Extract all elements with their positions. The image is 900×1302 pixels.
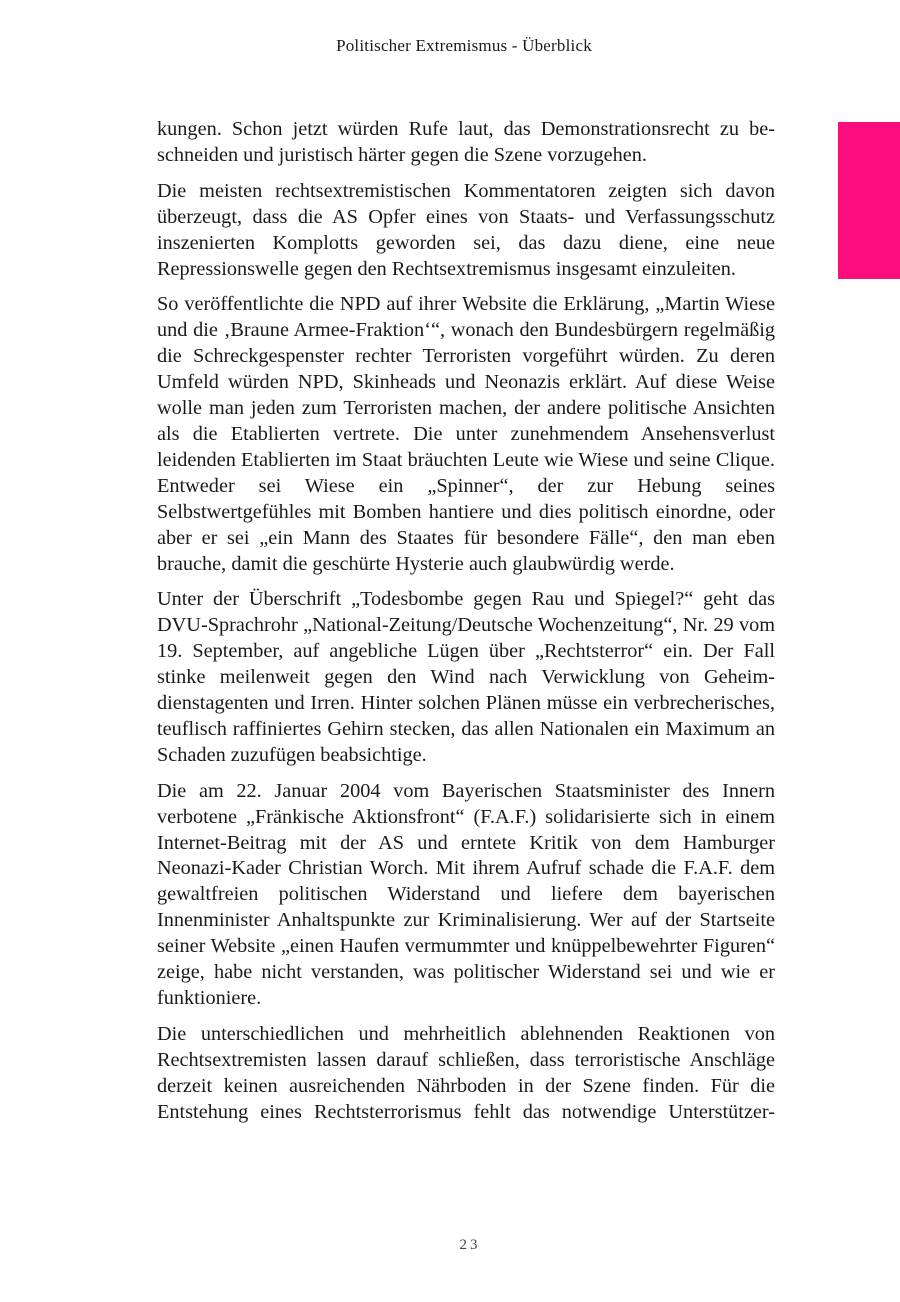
paragraph: Die am 22. Januar 2004 vom Bayerischen Staatsminister des Innern verbotene „Fränkische Aktionsfront“ (F.A.F.) solidarisierte sich in einem Internet-Beitrag mit der AS und erntete Kritik von dem Hamburger Neonazi-Kader Christian Worch. Mit ihrem Aufruf schade die F.A.F. dem gewaltfreien politischen Widerstand und liefere dem bayerischen Innenminister Anhaltspunkte zur Kriminalisierung. Wer auf der Startseite seiner Website „einen Haufen vermummter und knüppelbewehrter Figuren“ zeige, habe nicht verstanden, was politischer Widerstand sei und wie er funktioniere. [157,779,775,1009]
paragraph: Unter der Überschrift „Todesbombe gegen Rau und Spiegel?“ geht das DVU-Sprachrohr „National-Zeitung/Deutsche Wochenzeitung“, Nr. 29 vom 19. September, auf angebliche Lügen über „Rechtsterror“ ein. Der Fall stinke meilenweit gegen den Wind nach Verwicklung von Geheimdienstagenten und Irren. Hinter solchen Plänen müsse ein verbrecherisches, teuflisch raffiniertes Gehirn stecken, das allen Nationalen ein Maximum an Schaden zuzufügen beabsichtige. [157,588,775,766]
body-text [157,117,775,1136]
paragraph: So veröffentlichte die NPD auf ihrer Website die Erklärung, „Martin Wiese und die ‚Braune Armee-Fraktion‘“, wonach den Bundesbürgern regelmäßig die Schreckgespenster rechter Terroristen vorgeführt würden. Zu deren Umfeld würden NPD, Skinheads und Neonazis erklärt. Auf diese Weise wolle man jeden zum Terroristen machen, der andere politische Ansichten als die Etablierten vertrete. Die unter zunehmendem Ansehensverlust leidenden Etablierten im Staat bräuchten Leute wie Wiese und seine Clique. Entweder sei Wiese ein „Spinner“, der zur Hebung seines Selbstwertgefühles mit Bomben hantiere und dies politisch einordne, oder aber er sei „ein Mann des Staates für besondere Fälle“, den man eben brauche, damit die geschürte Hysterie auch glaubwürdig werde. [157,293,775,575]
page-number: 23 [459,1237,481,1253]
running-header: Politischer Extremismus - Überblick [336,36,592,55]
section-color-tab [838,122,900,279]
paragraph: Die unterschiedlichen und mehrheitlich ablehnenden Reaktionen von Rechtsextremisten lassen darauf schließen, dass terroristische Anschläge derzeit keinen ausreichenden Nährboden in der Szene finden. Für die Entstehung eines Rechtsterrorismus fehlt das notwendige Unterstützer- [157,1022,775,1123]
paragraph: Die meisten rechtsextremistischen Kommentatoren zeigten sich davon überzeugt, dass die AS Opfer eines von Staats- und Verfassungsschutz inszenierten Komplotts geworden sei, das dazu diene, eine neue Repressionswelle gegen den Rechtsextremismus insgesamt einzuleiten. [157,179,775,280]
paragraph: kungen. Schon jetzt würden Rufe laut, das Demonstrationsrecht zu beschneiden und juristisch härter gegen die Szene vorzugehen. [157,118,775,166]
